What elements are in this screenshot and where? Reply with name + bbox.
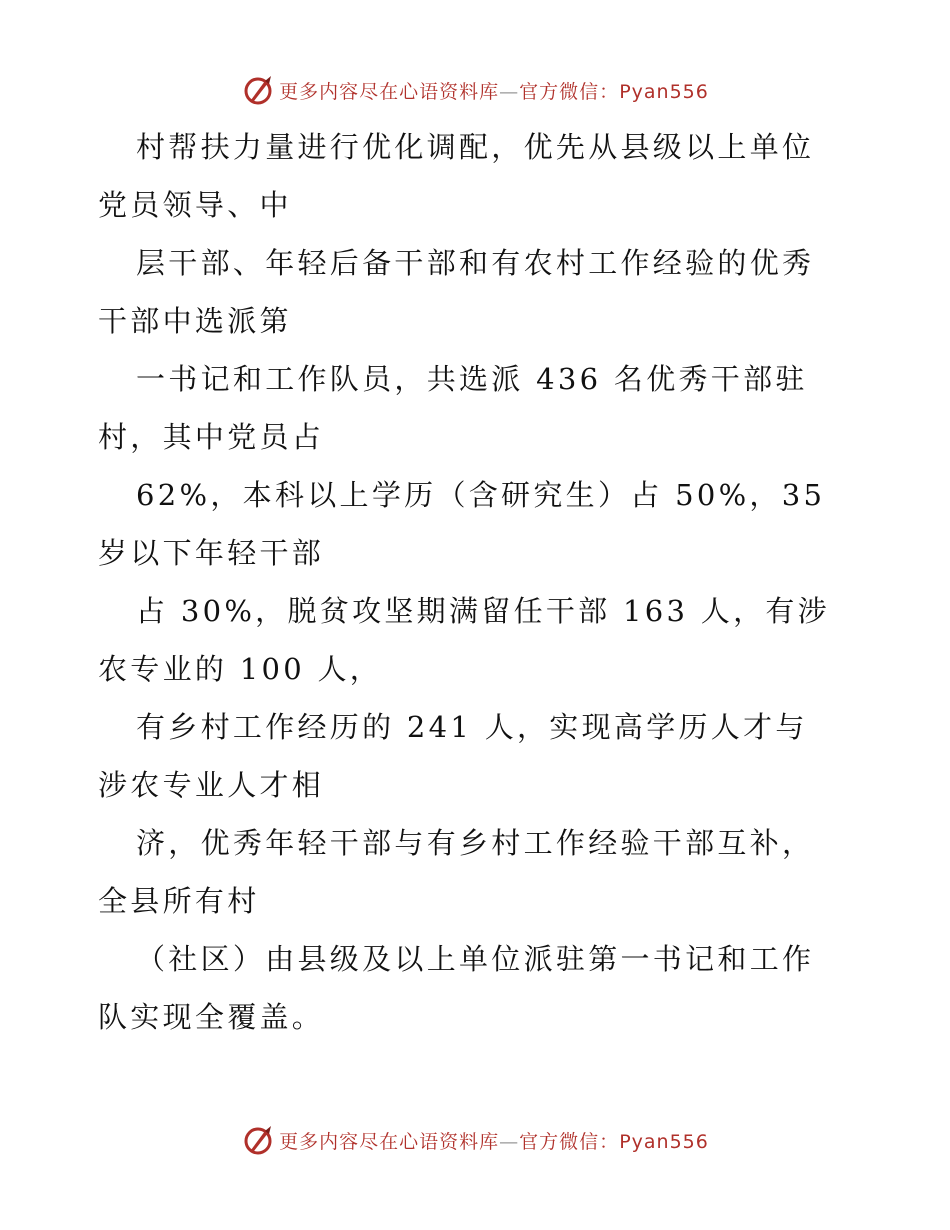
quill-pen-logo-icon	[241, 73, 275, 107]
text-line: 62%，本科以上学历（含研究生）占 50%，35	[136, 478, 826, 512]
text-line: 占 30%，脱贫攻坚期满留任干部 163 人，有涉	[136, 594, 830, 628]
watermark-main-text: 更多内容尽在心语资料库	[279, 80, 500, 103]
text-line: （社区）由县级及以上单位派驻第一书记和工作	[136, 942, 815, 976]
text-line: 干部中选派第	[98, 304, 292, 338]
watermark-wechat-label: 官方微信：	[519, 1130, 620, 1153]
text-line: 党员领导、中	[98, 188, 292, 222]
text-line: 农专业的 100 人，	[98, 652, 383, 686]
watermark-text	[279, 77, 709, 104]
watermark-separator: —	[499, 80, 520, 103]
text-line: 全县所有村	[98, 884, 260, 918]
document-body	[98, 118, 858, 1046]
text-line: 层干部、年轻后备干部和有农村工作经验的优秀	[136, 246, 815, 280]
text-line: 济，优秀年轻干部与有乡村工作经验干部互补，	[136, 826, 815, 860]
quill-pen-logo-icon	[241, 1123, 275, 1157]
text-line: 村帮扶力量进行优化调配，优先从县级以上单位	[136, 130, 815, 164]
text-line: 村，其中党员占	[98, 420, 325, 454]
watermark-wechat-id: Pyan556	[619, 80, 709, 103]
text-line: 涉农专业人才相	[98, 768, 325, 802]
header-watermark	[0, 70, 950, 110]
footer-watermark	[0, 1120, 950, 1160]
watermark-separator: —	[499, 1130, 520, 1153]
watermark-main-text: 更多内容尽在心语资料库	[279, 1130, 500, 1153]
watermark-wechat-label: 官方微信：	[519, 80, 620, 103]
watermark-text	[279, 1127, 709, 1154]
text-line: 一书记和工作队员，共选派 436 名优秀干部驻	[136, 362, 808, 396]
text-line: 有乡村工作经历的 241 人，实现高学历人才与	[136, 710, 808, 744]
text-line: 队实现全覆盖。	[98, 1000, 325, 1034]
text-line: 岁以下年轻干部	[98, 536, 325, 570]
watermark-wechat-id: Pyan556	[619, 1130, 709, 1153]
